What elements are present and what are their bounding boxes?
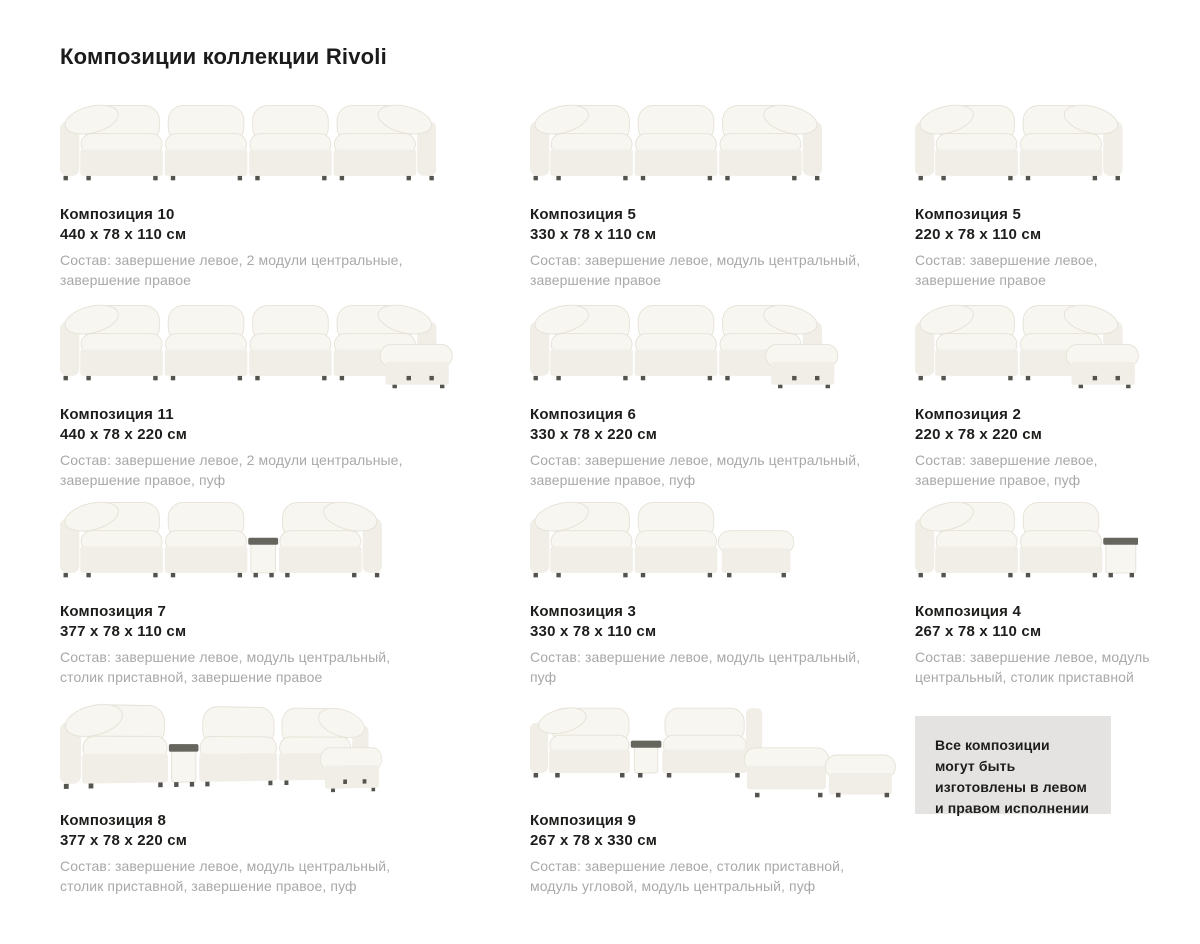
composition-card: [530, 491, 915, 686]
composition-card: [530, 294, 915, 491]
composition-card: [60, 294, 530, 491]
composition-title: Композиция 10: [60, 206, 175, 223]
composition-dimensions: 330 x 78 x 220 см: [530, 426, 658, 443]
compositions-grid: [60, 94, 1200, 897]
composition-description: Состав: завершение левое, модуль центральный, столик приставной: [915, 649, 1150, 686]
composition-dimensions: 440 x 78 x 110 см: [60, 226, 187, 243]
composition-card: [530, 682, 915, 897]
composition-description: Состав: завершение левое, модуль центральный, столик приставной, завершение правое: [60, 649, 391, 686]
composition-description: Состав: завершение левое, модуль центральный, завершение правое: [530, 252, 861, 289]
composition-dimensions: 330 x 78 x 110 см: [530, 623, 657, 640]
composition-dimensions: 330 x 78 x 110 см: [530, 226, 657, 243]
sofa-image: [915, 491, 1200, 587]
composition-dimensions: 377 x 78 x 110 см: [60, 623, 187, 640]
composition-title: Композиция 2: [915, 406, 1022, 423]
composition-card: [915, 294, 1200, 491]
composition-dimensions: 440 x 78 x 220 см: [60, 426, 188, 443]
composition-dimensions: 267 x 78 x 330 см: [530, 832, 658, 849]
composition-description: Состав: завершение левое, столик приставной, модуль угловой, модуль центральный, пуф: [530, 858, 845, 895]
composition-description: Состав: завершение левое, 2 модули центральные, завершение правое, пуф: [60, 452, 403, 489]
sofa-image: [60, 682, 530, 800]
composition-dimensions: 220 x 78 x 220 см: [915, 426, 1043, 443]
composition-card: [60, 682, 530, 897]
composition-dimensions: 220 x 78 x 110 см: [915, 226, 1042, 243]
note-box: [915, 716, 1111, 814]
note-text: Все композиции могут быть изготовлены в левом и правом исполнении: [935, 737, 1090, 816]
composition-title: Композиция 3: [530, 603, 637, 620]
composition-card: [530, 94, 915, 294]
composition-card: [60, 94, 530, 294]
composition-title: Композиция 7: [60, 603, 167, 620]
sofa-illustration: [60, 692, 383, 800]
composition-dimensions: 377 x 78 x 220 см: [60, 832, 188, 849]
sofa-image: [915, 94, 1200, 190]
sofa-image: [530, 682, 915, 800]
page-title: Композиции коллекции Rivoli: [60, 44, 387, 69]
sofa-image: [915, 294, 1200, 390]
sofa-image: [530, 491, 915, 587]
sofa-image: [60, 294, 530, 390]
composition-description: Состав: завершение левое, 2 модули центральные, завершение правое: [60, 252, 403, 289]
sofa-image: [530, 94, 915, 190]
composition-card: [915, 491, 1200, 686]
sofa-image: [60, 491, 530, 587]
composition-description: Состав: завершение левое, модуль центральный, завершение правое, пуф: [530, 452, 861, 489]
composition-title: Композиция 5: [915, 206, 1022, 223]
composition-description: Состав: завершение левое, модуль центральный, столик приставной, завершение правое, пуф: [60, 858, 391, 895]
composition-title: Композиция 9: [530, 812, 637, 829]
composition-title: Композиция 11: [60, 406, 174, 423]
composition-description: Состав: завершение левое, завершение правое: [915, 252, 1098, 289]
sofa-image: [60, 94, 530, 190]
composition-description: Состав: завершение левое, завершение правое, пуф: [915, 452, 1098, 489]
composition-description: Состав: завершение левое, модуль центральный, пуф: [530, 649, 861, 686]
composition-dimensions: 267 x 78 x 110 см: [915, 623, 1042, 640]
composition-title: Композиция 8: [60, 812, 167, 829]
sofa-image: [530, 294, 915, 390]
composition-card: [915, 94, 1200, 294]
composition-title: Композиция 6: [530, 406, 637, 423]
composition-title: Композиция 5: [530, 206, 637, 223]
composition-card: [60, 491, 530, 686]
composition-title: Композиция 4: [915, 603, 1022, 620]
